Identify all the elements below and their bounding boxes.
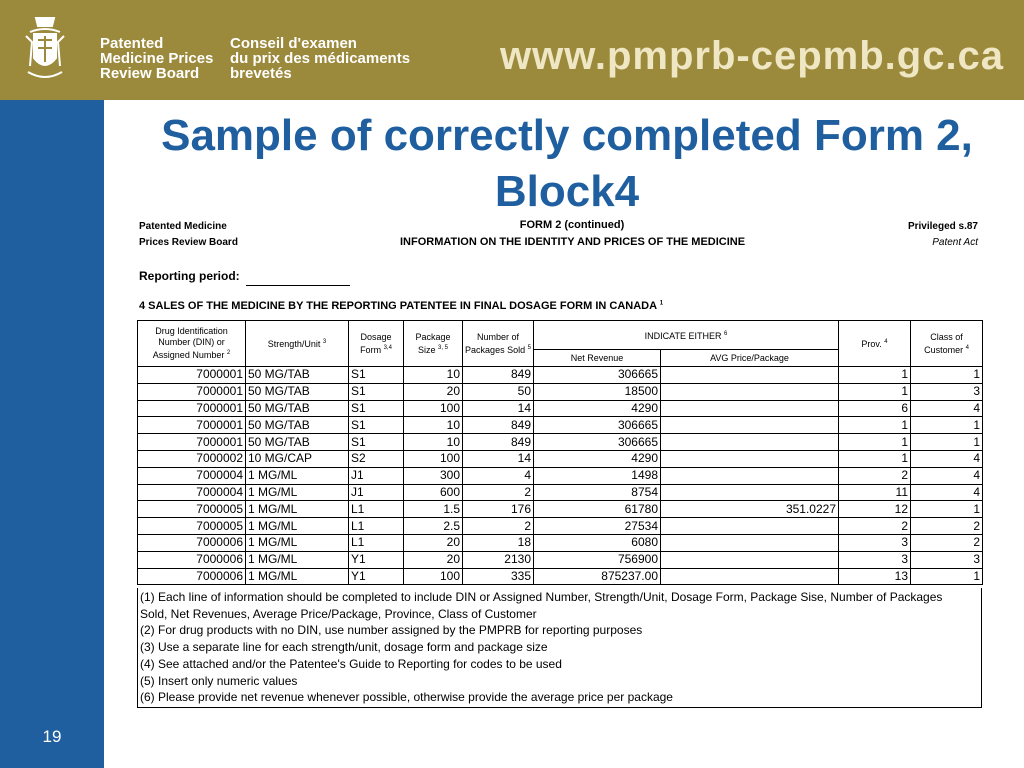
cell-net-revenue: 756900 [534, 551, 661, 568]
website-url: www.pmprb-cepmb.gc.ca [500, 34, 1005, 78]
org-name-french: Conseil d'examen du prix des médicaments brevetés [230, 35, 411, 82]
cell-dosage-form: S1 [349, 383, 404, 400]
cell-packages-sold: 335 [463, 568, 534, 585]
form-left-header-1: Patented Medicine [139, 221, 227, 232]
cell-dosage-form: S1 [349, 417, 404, 434]
cell-dosage-form: S1 [349, 434, 404, 451]
cell-package-size: 20 [404, 383, 463, 400]
cell-avg-price [661, 434, 839, 451]
table-row [138, 551, 983, 568]
cell-din: 7000001 [138, 383, 246, 400]
footnote-2: (2) For drug products with no DIN, use number assigned by the PMPRB for reporting purposes [140, 623, 643, 638]
cell-strength: 50 MG/TAB [246, 367, 349, 384]
cell-strength: 1 MG/ML [246, 568, 349, 585]
form-right-header-2: Patent Act [932, 237, 978, 248]
cell-avg-price: 351.0227 [661, 501, 839, 518]
footnote-3: (3) Use a separate line for each strength/unit, dosage form and package size [140, 640, 548, 655]
col-number-sold-header: Number of Packages Sold $^5$ [463, 321, 534, 367]
cell-province: 12 [839, 501, 911, 518]
cell-din: 7000005 [138, 518, 246, 535]
cell-net-revenue: 306665 [534, 367, 661, 384]
section-title: 4 SALES OF THE MEDICINE BY THE REPORTING PATENTEE IN FINAL DOSAGE FORM IN CANADA $^1$ [139, 300, 664, 312]
table-row [138, 434, 983, 451]
cell-package-size: 10 [404, 417, 463, 434]
cell-strength: 1 MG/ML [246, 551, 349, 568]
cell-package-size: 600 [404, 484, 463, 501]
footnote-1: (1) Each line of information should be completed to include DIN or Assigned Number, Strength/Unit, Dosage Form, Package Sise, Number of Packages [140, 590, 943, 604]
cell-avg-price [661, 367, 839, 384]
cell-dosage-form: Y1 [349, 551, 404, 568]
cell-package-size: 100 [404, 400, 463, 417]
cell-net-revenue: 875237.00 [534, 568, 661, 585]
cell-package-size: 20 [404, 551, 463, 568]
cell-avg-price [661, 534, 839, 551]
cell-package-size: 2.5 [404, 518, 463, 535]
cell-strength: 1 MG/ML [246, 467, 349, 484]
cell-class-of-customer: 2 [911, 534, 983, 551]
cell-net-revenue: 4290 [534, 450, 661, 467]
footnotes [137, 588, 982, 708]
slide-number: 19 [42, 727, 62, 746]
cell-package-size: 300 [404, 467, 463, 484]
cell-strength: 1 MG/ML [246, 484, 349, 501]
cell-dosage-form: S1 [349, 367, 404, 384]
cell-dosage-form: L1 [349, 518, 404, 535]
cell-din: 7000004 [138, 467, 246, 484]
cell-province: 2 [839, 518, 911, 535]
cell-packages-sold: 849 [463, 434, 534, 451]
cell-province: 1 [839, 367, 911, 384]
cell-class-of-customer: 1 [911, 434, 983, 451]
table-row [138, 400, 983, 417]
cell-avg-price [661, 484, 839, 501]
cell-dosage-form: S1 [349, 400, 404, 417]
cell-strength: 1 MG/ML [246, 501, 349, 518]
cell-avg-price [661, 467, 839, 484]
cell-strength: 50 MG/TAB [246, 383, 349, 400]
table-row [138, 534, 983, 551]
col-net-revenue-header: Net Revenue [534, 350, 661, 367]
cell-dosage-form: S2 [349, 450, 404, 467]
cell-avg-price [661, 417, 839, 434]
coat-of-arms-icon [22, 12, 68, 84]
cell-package-size: 100 [404, 568, 463, 585]
cell-din: 7000001 [138, 434, 246, 451]
cell-din: 7000005 [138, 501, 246, 518]
col-package-header: Package Size $^{3, 5}$ [404, 321, 463, 367]
footnote-6: (6) Please provide net revenue whenever possible, otherwise provide the average price per package [140, 690, 673, 705]
table-row [138, 467, 983, 484]
cell-net-revenue: 4290 [534, 400, 661, 417]
cell-class-of-customer: 1 [911, 367, 983, 384]
cell-class-of-customer: 3 [911, 383, 983, 400]
cell-package-size: 100 [404, 450, 463, 467]
form-right-header-1: Privileged s.87 [907, 221, 978, 232]
cell-net-revenue: 27534 [534, 518, 661, 535]
cell-din: 7000001 [138, 367, 246, 384]
cell-packages-sold: 176 [463, 501, 534, 518]
cell-province: 6 [839, 400, 911, 417]
cell-class-of-customer: 4 [911, 484, 983, 501]
cell-dosage-form: J1 [349, 484, 404, 501]
cell-package-size: 10 [404, 434, 463, 451]
cell-net-revenue: 8754 [534, 484, 661, 501]
org-name-english: Patented Medicine Prices Review Board [100, 35, 214, 82]
cell-avg-price [661, 518, 839, 535]
cell-province: 1 [839, 383, 911, 400]
cell-package-size: 10 [404, 367, 463, 384]
cell-din: 7000001 [138, 417, 246, 434]
cell-packages-sold: 14 [463, 450, 534, 467]
cell-class-of-customer: 1 [911, 568, 983, 585]
cell-strength: 1 MG/ML [246, 518, 349, 535]
cell-province: 2 [839, 467, 911, 484]
cell-net-revenue: 6080 [534, 534, 661, 551]
cell-packages-sold: 2 [463, 484, 534, 501]
cell-dosage-form: J1 [349, 467, 404, 484]
header-banner [0, 0, 1024, 100]
cell-dosage-form: L1 [349, 501, 404, 518]
cell-net-revenue: 61780 [534, 501, 661, 518]
table-row [138, 417, 983, 434]
cell-din: 7000006 [138, 534, 246, 551]
cell-packages-sold: 18 [463, 534, 534, 551]
cell-avg-price [661, 551, 839, 568]
table-row [138, 484, 983, 501]
cell-province: 3 [839, 551, 911, 568]
cell-packages-sold: 14 [463, 400, 534, 417]
cell-dosage-form: L1 [349, 534, 404, 551]
footnote-5: (5) Insert only numeric values [140, 673, 298, 688]
cell-class-of-customer: 1 [911, 417, 983, 434]
cell-packages-sold: 849 [463, 417, 534, 434]
cell-avg-price [661, 450, 839, 467]
cell-province: 11 [839, 484, 911, 501]
col-class-header: Class of Customer $^4$ [911, 321, 983, 367]
cell-province: 3 [839, 534, 911, 551]
cell-province: 1 [839, 450, 911, 467]
form-subtitle: INFORMATION ON THE IDENTITY AND PRICES OF THE MEDICINE [400, 236, 746, 248]
cell-class-of-customer: 3 [911, 551, 983, 568]
cell-net-revenue: 306665 [534, 434, 661, 451]
cell-class-of-customer: 1 [911, 501, 983, 518]
sales-table-body [138, 367, 983, 585]
cell-avg-price [661, 400, 839, 417]
cell-class-of-customer: 4 [911, 450, 983, 467]
cell-din: 7000002 [138, 450, 246, 467]
cell-strength: 50 MG/TAB [246, 400, 349, 417]
cell-net-revenue: 1498 [534, 467, 661, 484]
cell-packages-sold: 849 [463, 367, 534, 384]
left-sidebar [0, 100, 104, 768]
table-row [138, 383, 983, 400]
cell-packages-sold: 50 [463, 383, 534, 400]
cell-strength: 10 MG/CAP [246, 450, 349, 467]
table-row [138, 450, 983, 467]
cell-din: 7000006 [138, 551, 246, 568]
form-left-header-2: Prices Review Board [139, 237, 238, 248]
reporting-period-label: Reporting period: [139, 269, 240, 283]
col-din-header: Drug Identification Number (DIN) or Assigned Number $^2$ [138, 321, 246, 367]
cell-packages-sold: 2 [463, 518, 534, 535]
table-row [138, 568, 983, 585]
cell-province: 1 [839, 434, 911, 451]
cell-province: 13 [839, 568, 911, 585]
cell-packages-sold: 2130 [463, 551, 534, 568]
table-row [138, 518, 983, 535]
cell-package-size: 1.5 [404, 501, 463, 518]
cell-avg-price [661, 568, 839, 585]
footnote-4: (4) See attached and/or the Patentee's Guide to Reporting for codes to be used [140, 656, 562, 671]
cell-strength: 50 MG/TAB [246, 434, 349, 451]
cell-strength: 50 MG/TAB [246, 417, 349, 434]
cell-din: 7000006 [138, 568, 246, 585]
cell-din: 7000001 [138, 400, 246, 417]
cell-dosage-form: Y1 [349, 568, 404, 585]
footnote-1-cont: Sold, Net Revenues, Average Price/Package, Province, Class of Customer [140, 606, 537, 621]
form-title: FORM 2 (continued) [519, 219, 625, 231]
table-row [138, 501, 983, 518]
cell-package-size: 20 [404, 534, 463, 551]
cell-packages-sold: 4 [463, 467, 534, 484]
cell-strength: 1 MG/ML [246, 534, 349, 551]
col-strength-header: Strength/Unit $^3$ [246, 321, 349, 367]
col-dosage-header: Dosage Form $^{3,4}$ [349, 321, 404, 367]
col-prov-header: Prov. $^4$ [839, 321, 911, 367]
cell-net-revenue: 18500 [534, 383, 661, 400]
col-avg-price-header: AVG Price/Package [661, 350, 839, 367]
cell-din: 7000004 [138, 484, 246, 501]
cell-class-of-customer: 4 [911, 467, 983, 484]
cell-avg-price [661, 383, 839, 400]
table-row [138, 367, 983, 384]
reporting-period-field[interactable] [246, 285, 350, 286]
cell-province: 1 [839, 417, 911, 434]
cell-class-of-customer: 4 [911, 400, 983, 417]
cell-class-of-customer: 2 [911, 518, 983, 535]
slide-title: Sample of correctly completed Form 2, Block4 [161, 111, 973, 216]
col-indicate-either-header: INDICATE EITHER $^6$ [534, 321, 839, 350]
sales-table [137, 320, 983, 585]
cell-net-revenue: 306665 [534, 417, 661, 434]
